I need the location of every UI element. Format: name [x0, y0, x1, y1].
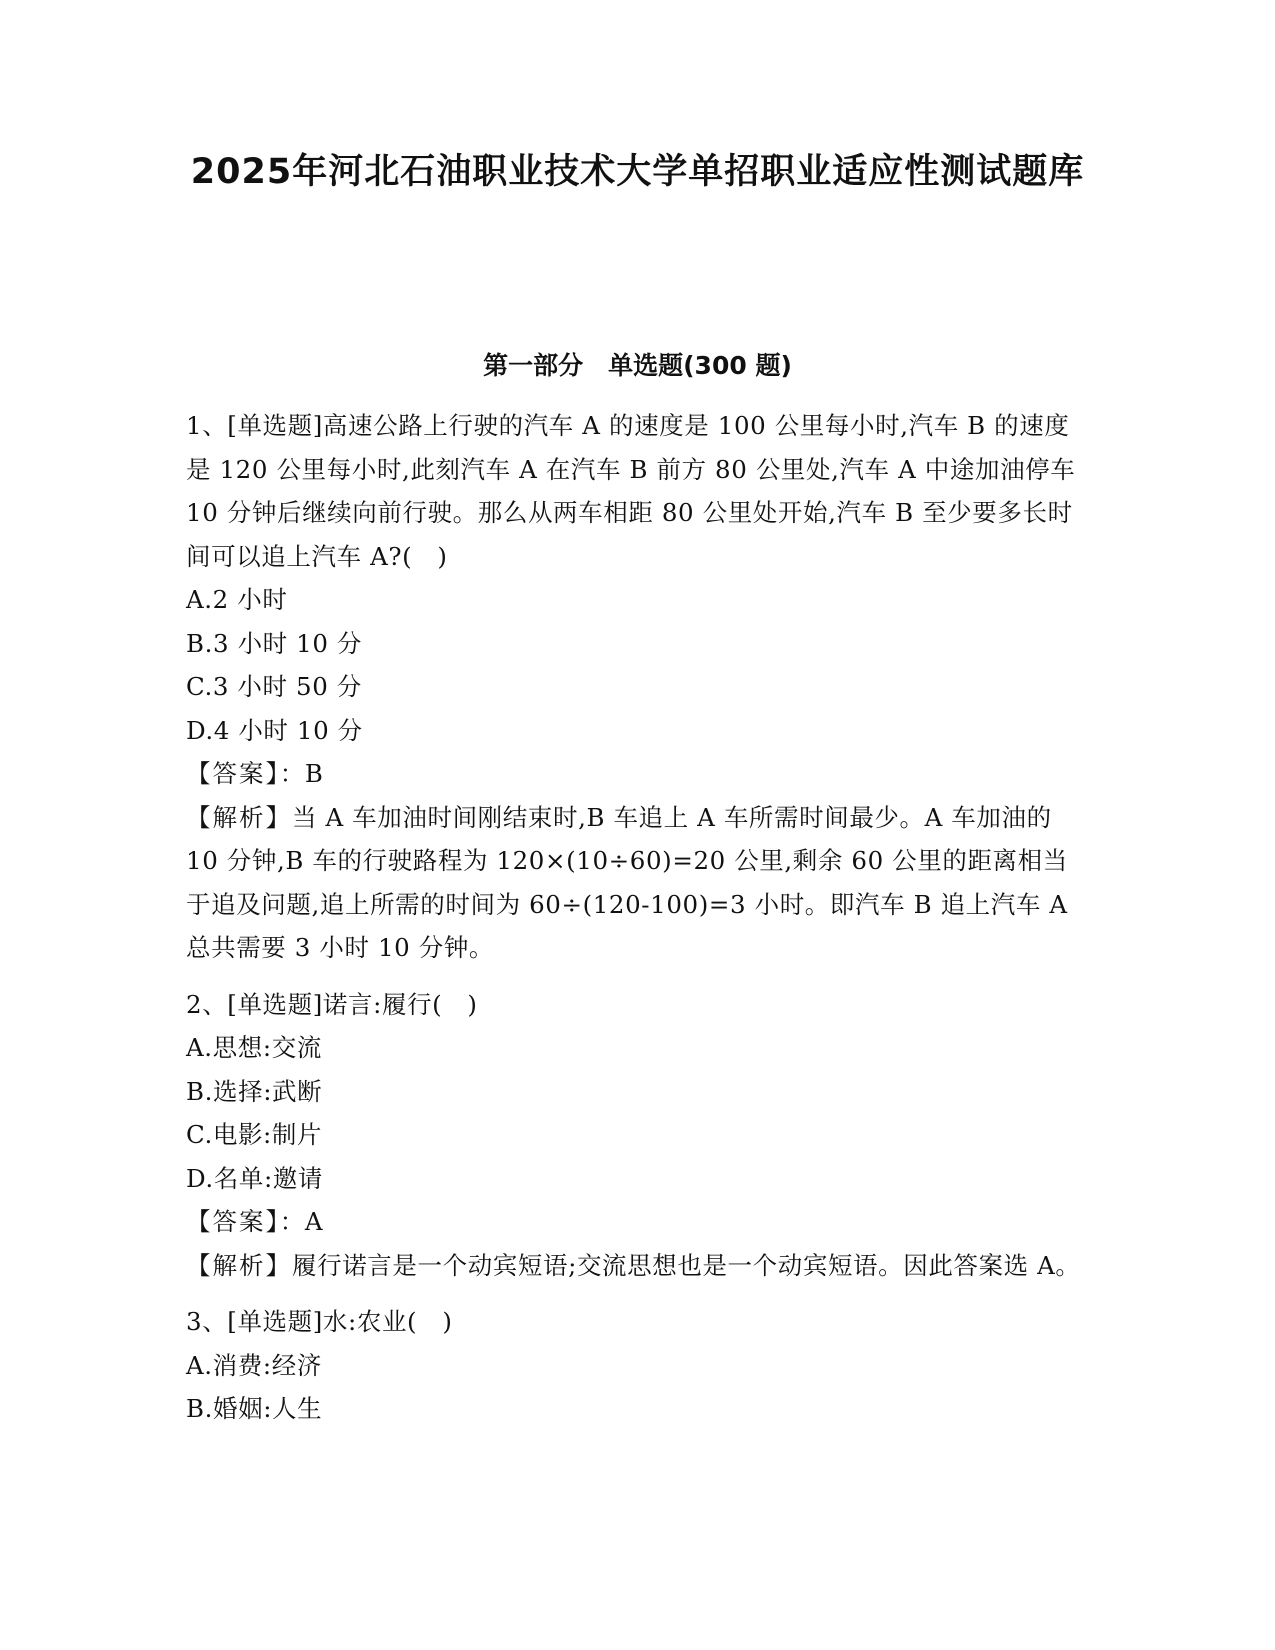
option-a: A.消费:经济: [186, 1350, 322, 1380]
question-1: [186, 404, 1086, 970]
document-title: 2025年河北石油职业技术大学单招职业适应性测试题库: [190, 152, 1085, 192]
question-2: [186, 983, 1086, 1288]
answer-line: [186, 752, 1086, 796]
analysis-label: 【解析】: [186, 1250, 292, 1280]
analysis-label: 【解析】: [186, 802, 292, 832]
question-3: [186, 1300, 1086, 1431]
analysis-text: 履行诺言是一个动宾短语;交流思想也是一个动宾短语。因此答案选 A。: [292, 1250, 1081, 1280]
answer-line: [186, 1200, 1086, 1244]
analysis-line: [186, 796, 1086, 970]
option-a: A.思想:交流: [186, 1033, 322, 1062]
option-d: D.4 小时 10 分: [186, 715, 363, 745]
question-list: [186, 404, 1086, 1444]
analysis-line: [186, 1244, 1086, 1288]
analysis-text: 当 A 车加油时间刚结束时,B 车追上 A 车所需时间最少。A 车加油的 10 分钟,B 车的行驶路程为 120×(10÷60)=20 公里,剩余 60 公里的距离相当于追及问题,追上所需的时间为 60÷(120-100)=3 小时。即汽车 B 追上汽车 A 总共需要 3 小时 10 分钟。: [186, 802, 1077, 962]
option-b: B.婚姻:人生: [186, 1394, 323, 1423]
option-c: C.电影:制片: [186, 1120, 323, 1149]
answer-value: ：A: [279, 1207, 324, 1236]
option-b: B.选择:武断: [186, 1076, 323, 1106]
section-heading: 第一部分 单选题(300 题): [483, 351, 792, 380]
option-c: C.3 小时 50 分: [186, 672, 362, 701]
answer-label: 【答案】: [186, 1207, 280, 1236]
question-stem: 3、[单选题]水:农业( ): [186, 1307, 453, 1336]
option-a: A.2 小时: [186, 585, 288, 614]
question-stem: 2、[单选题]诺言:履行( ): [186, 989, 478, 1019]
question-stem: 1、[单选题]高速公路上行驶的汽车 A 的速度是 100 公里每小时,汽车 B 的速度是 120 公里每小时,此刻汽车 A 在汽车 B 前方 80 公里处,汽车 A 中途加油停车 10 分钟后继续向前行驶。那么从两车相距 80 公里处开始,汽车 B 至少要多长时间可以追上汽车 A?( ): [186, 411, 1084, 571]
answer-value: ：B: [279, 759, 324, 788]
option-b: B.3 小时 10 分: [186, 628, 363, 658]
answer-label: 【答案】: [186, 759, 280, 788]
option-d: D.名单:邀请: [186, 1163, 324, 1193]
